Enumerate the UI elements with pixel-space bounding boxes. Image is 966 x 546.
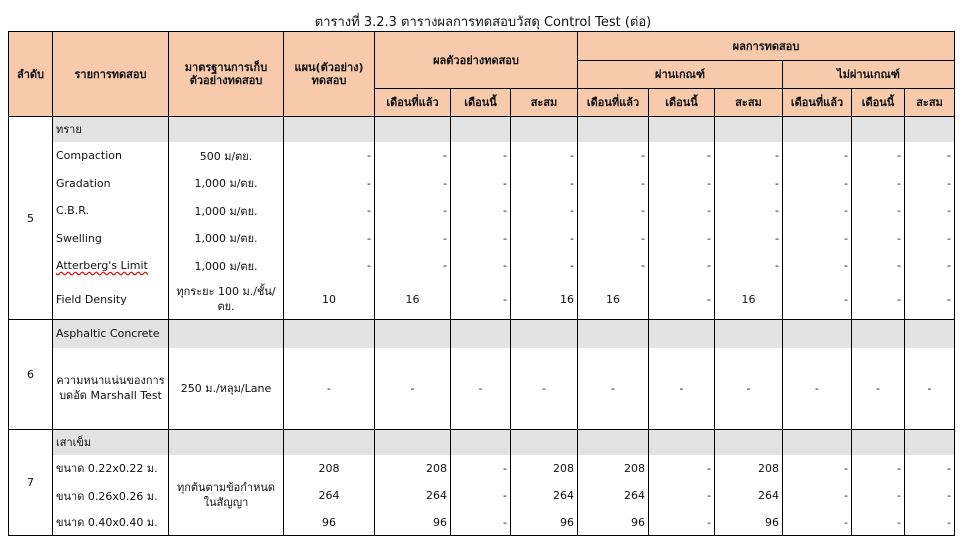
pass-last-month: - [578,348,649,430]
fail-last-month: - [783,252,852,280]
samples-last-month: 264 [375,482,451,510]
pass-cumulative: - [715,348,783,430]
pass-cumulative: 16 [715,280,783,320]
pass-last-month: 16 [578,280,649,320]
plan-cell: - [284,225,375,252]
fail-last-month: - [783,455,852,482]
table-row [9,252,955,280]
header-samples-last-month: เดือนที่แล้ว [375,89,451,117]
fail-cumulative: - [905,142,955,170]
pass-cumulative: - [715,142,783,170]
samples-this-month: - [451,455,511,482]
header-item: รายการทดสอบ [53,32,169,117]
samples-this-month: - [451,142,511,170]
fail-this-month: - [852,280,905,320]
pass-cumulative: 208 [715,455,783,482]
fail-this-month: - [852,197,905,225]
pass-last-month: - [578,252,649,280]
group-title: เสาเข็ม [53,430,169,455]
samples-cumulative: 16 [511,280,578,320]
fail-cumulative: - [905,348,955,430]
group-number: 7 [9,430,53,536]
item-name: Compaction [53,142,169,170]
pass-cumulative: - [715,170,783,197]
fail-this-month: - [852,225,905,252]
table-row [9,510,955,536]
pass-last-month: - [578,142,649,170]
pass-this-month: - [649,142,715,170]
header-samples-this-month: เดือนนี้ [451,89,511,117]
table-caption: ตารางที่ 3.2.3 ตารางผลการทดสอบวัสดุ Control Test (ต่อ) [314,15,652,30]
group-number: 6 [9,320,53,430]
samples-last-month: - [375,348,451,430]
standard-cell: 1,000 ม/ตย. [169,252,284,280]
samples-this-month: - [451,280,511,320]
standard-cell: ทุกระยะ 100 ม./ชั้น/ตย. [169,280,284,320]
samples-cumulative: - [511,170,578,197]
pass-this-month: - [649,455,715,482]
table-body [9,117,955,536]
fail-last-month: - [783,280,852,320]
pass-last-month: 96 [578,510,649,536]
header-fail-last-month: เดือนที่แล้ว [783,89,852,117]
table-row [9,170,955,197]
pass-cumulative: 96 [715,510,783,536]
pass-this-month: - [649,280,715,320]
group-title: ทราย [53,117,169,142]
header-results: ผลการทดสอบ [578,32,955,61]
standard-cell: ทุกต้นตามข้อกำหนดในสัญญา [169,455,284,536]
pass-this-month: - [649,252,715,280]
fail-last-month: - [783,348,852,430]
samples-cumulative: 264 [511,482,578,510]
table-header [9,32,955,117]
samples-this-month: - [451,170,511,197]
pass-cumulative: 264 [715,482,783,510]
pass-cumulative: - [715,197,783,225]
table-row [9,455,955,482]
fail-last-month: - [783,510,852,536]
samples-this-month: - [451,348,511,430]
table-row [9,348,955,430]
plan-cell: - [284,197,375,225]
fail-cumulative: - [905,225,955,252]
pass-this-month: - [649,170,715,197]
group-header-row [9,320,955,348]
samples-cumulative: - [511,225,578,252]
fail-last-month: - [783,225,852,252]
header-samples-cumulative: สะสม [511,89,578,117]
samples-last-month: - [375,170,451,197]
header-fail-cumulative: สะสม [905,89,955,117]
fail-cumulative: - [905,170,955,197]
header-fail: ไม่ผ่านเกณฑ์ [783,61,955,89]
plan-cell: - [284,252,375,280]
samples-last-month: - [375,252,451,280]
fail-cumulative: - [905,197,955,225]
header-no: ลำดับ [9,32,53,117]
header-pass-cumulative: สะสม [715,89,783,117]
item-name: ขนาด 0.40x0.40 ม. [53,510,169,536]
pass-this-month: - [649,225,715,252]
standard-cell: 250 ม./หลุม/Lane [169,348,284,430]
item-name [53,252,169,280]
fail-this-month: - [852,455,905,482]
standard-cell: 1,000 ม/ตย. [169,170,284,197]
group-header-row [9,430,955,455]
item-name: ขนาด 0.22x0.22 ม. [53,455,169,482]
pass-this-month: - [649,510,715,536]
header-fail-this-month: เดือนนี้ [852,89,905,117]
standard-cell: 500 ม/ตย. [169,142,284,170]
header-plan: แผน(ตัวอย่าง) ทดสอบ [284,32,375,117]
pass-last-month: - [578,197,649,225]
fail-this-month: - [852,482,905,510]
plan-cell: 96 [284,510,375,536]
samples-this-month: - [451,482,511,510]
header-pass-this-month: เดือนนี้ [649,89,715,117]
fail-last-month: - [783,170,852,197]
fail-this-month: - [852,510,905,536]
pass-cumulative: - [715,225,783,252]
control-test-table [8,31,955,536]
fail-cumulative: - [905,280,955,320]
samples-last-month: 16 [375,280,451,320]
fail-cumulative: - [905,252,955,280]
samples-last-month: 96 [375,510,451,536]
header-standard: มาตรฐานการเก็บตัวอย่างทดสอบ [169,32,284,117]
table-row [9,280,955,320]
item-name: ขนาด 0.26x0.26 ม. [53,482,169,510]
samples-this-month: - [451,197,511,225]
samples-this-month: - [451,225,511,252]
table-row [9,142,955,170]
group-title: Asphaltic Concrete [53,320,169,348]
pass-cumulative: - [715,252,783,280]
fail-cumulative: - [905,455,955,482]
fail-last-month: - [783,142,852,170]
samples-last-month: - [375,225,451,252]
plan-cell: 208 [284,455,375,482]
samples-last-month: - [375,197,451,225]
group-number: 5 [9,117,53,320]
item-name: Swelling [53,225,169,252]
fail-cumulative: - [905,482,955,510]
pass-last-month: 208 [578,455,649,482]
samples-cumulative: 96 [511,510,578,536]
samples-cumulative: 208 [511,455,578,482]
plan-cell: - [284,142,375,170]
header-pass-last-month: เดือนที่แล้ว [578,89,649,117]
item-name: C.B.R. [53,197,169,225]
fail-this-month: - [852,252,905,280]
fail-last-month: - [783,197,852,225]
item-name-text: Atterberg's Limit [56,259,148,272]
item-name: Field Density [53,280,169,320]
fail-cumulative: - [905,510,955,536]
item-name: ความหนาแน่นของการบดอัด Marshall Test [53,348,169,430]
table-row [9,197,955,225]
pass-last-month: - [578,225,649,252]
pass-last-month: - [578,170,649,197]
group-header-row [9,117,955,142]
table-row [9,225,955,252]
header-samples: ผลตัวอย่างทดสอบ [375,32,578,89]
plan-cell: 264 [284,482,375,510]
pass-this-month: - [649,348,715,430]
samples-cumulative: - [511,252,578,280]
item-name: Gradation [53,170,169,197]
samples-cumulative: - [511,142,578,170]
samples-this-month: - [451,252,511,280]
fail-this-month: - [852,348,905,430]
samples-this-month: - [451,510,511,536]
standard-cell: 1,000 ม/ตย. [169,225,284,252]
plan-cell: - [284,348,375,430]
samples-cumulative: - [511,197,578,225]
fail-this-month: - [852,142,905,170]
fail-last-month: - [783,482,852,510]
samples-cumulative: - [511,348,578,430]
fail-this-month: - [852,170,905,197]
samples-last-month: - [375,142,451,170]
pass-this-month: - [649,197,715,225]
plan-cell: - [284,170,375,197]
pass-last-month: 264 [578,482,649,510]
table-row [9,482,955,510]
standard-cell: 1,000 ม/ตย. [169,197,284,225]
samples-last-month: 208 [375,455,451,482]
plan-cell: 10 [284,280,375,320]
pass-this-month: - [649,482,715,510]
header-pass: ผ่านเกณฑ์ [578,61,783,89]
